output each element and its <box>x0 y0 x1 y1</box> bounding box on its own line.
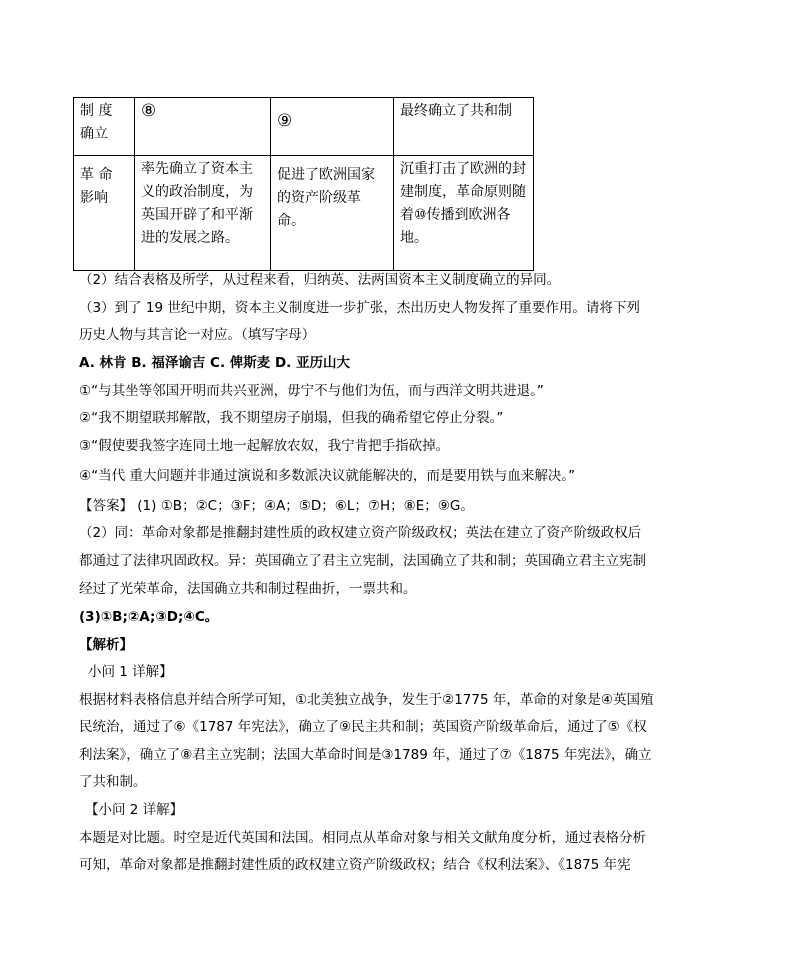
quote-1: ①“与其坐等邻国开明而共兴亚洲，毋宁不与他们为伍，而与西洋文明共进退。” <box>79 383 544 399</box>
blank-marker: ⑧ <box>141 101 157 121</box>
options: A. 林肯 B. 福泽谕吉 C. 俾斯麦 D. 亚历山大 <box>79 355 351 371</box>
answer-1: 【答案】 (1) ①B；②C；③F；④A；⑤D；⑥L；⑦H；⑧E；⑨G。 <box>79 498 474 514</box>
row-label: 革 命 影响 <box>74 156 135 271</box>
paragraph-1-line3: 利法案》，确立了⑧君主立宪制；法国大革命时间是③1789 年，通过了⑦《1875 年宪法》，确立 <box>79 747 652 763</box>
table-cell: 最终确立了共和制 <box>394 98 534 156</box>
table-cell: 促进了欧洲国家的资产阶级革命。 <box>271 156 394 271</box>
sub-heading-1: 小问 1 详解】 <box>88 664 173 680</box>
question-3-line2: 历史人物与其言论一对应。（填写字母） <box>79 327 316 343</box>
table-row <box>74 156 534 271</box>
answer-3: (3)①B;②A;③D;④C。 <box>79 609 219 625</box>
sub-heading-2: 【小问 2 详解】 <box>85 802 184 818</box>
paragraph-1-line4: 了共和制。 <box>79 774 147 790</box>
answer-2-line3: 经过了光荣革命，法国确立共和制过程曲折，一票共和。 <box>79 581 417 597</box>
answer-2-line2: 都通过了法律巩固政权。异：英国确立了君主立宪制，法国确立了共和制；英国确立君主立宪制 <box>79 553 646 569</box>
question-2: （2）结合表格及所学，从过程来看，归纳英、法两国资本主义制度确立的异同。 <box>79 272 561 288</box>
table-cell: 沉重打击了欧洲的封建制度，革命原则随着⑩传播到欧洲各地。 <box>394 156 534 271</box>
paragraph-2-line2: 可知，革命对象都是推翻封建性质的政权建立资产阶级政权；结合《权利法案》、《1875 年宪 <box>79 857 631 873</box>
table-cell <box>135 98 271 156</box>
table-row <box>74 98 534 156</box>
comparison-table <box>73 97 534 271</box>
analysis-heading: 【解析】 <box>79 637 133 653</box>
paragraph-2-line1: 本题是对比题。时空是近代英国和法国。相同点从革命对象与相关文献角度分析，通过表格分析 <box>79 830 646 846</box>
table-cell: 率先确立了资本主义的政治制度，为英国开辟了和平渐进的发展之路。 <box>135 156 271 271</box>
answer-2-line1: （2）同：革命对象都是推翻封建性质的政权建立资产阶级政权；英法在建立了资产阶级政权后 <box>79 525 642 541</box>
row-label: 制 度 确立 <box>74 98 135 156</box>
quote-2: ②“我不期望联邦解散，我不期望房子崩塌，但我的确希望它停止分裂。” <box>79 410 504 426</box>
question-3-line1: （3）到了 19 世纪中期，资本主义制度进一步扩张，杰出历史人物发挥了重要作用。请将下列 <box>79 300 640 316</box>
table-cell <box>271 98 394 156</box>
paragraph-1-line2: 民统治，通过了⑥《1787 年宪法》，确立了⑨民主共和制；英国资产阶级革命后，通过了⑤《权 <box>79 719 647 735</box>
paragraph-1-line1: 根据材料表格信息并结合所学可知，①北美独立战争，发生于②1775 年，革命的对象是④英国殖 <box>79 692 654 708</box>
blank-marker: ⑨ <box>277 111 293 131</box>
quote-3: ③“假使要我签字连同土地一起解放农奴，我宁肯把手指砍掉。 <box>79 438 450 454</box>
quote-4: ④“当代 重大问题并非通过演说和多数派决议就能解决的，而是要用铁与血来解决。” <box>79 468 576 484</box>
